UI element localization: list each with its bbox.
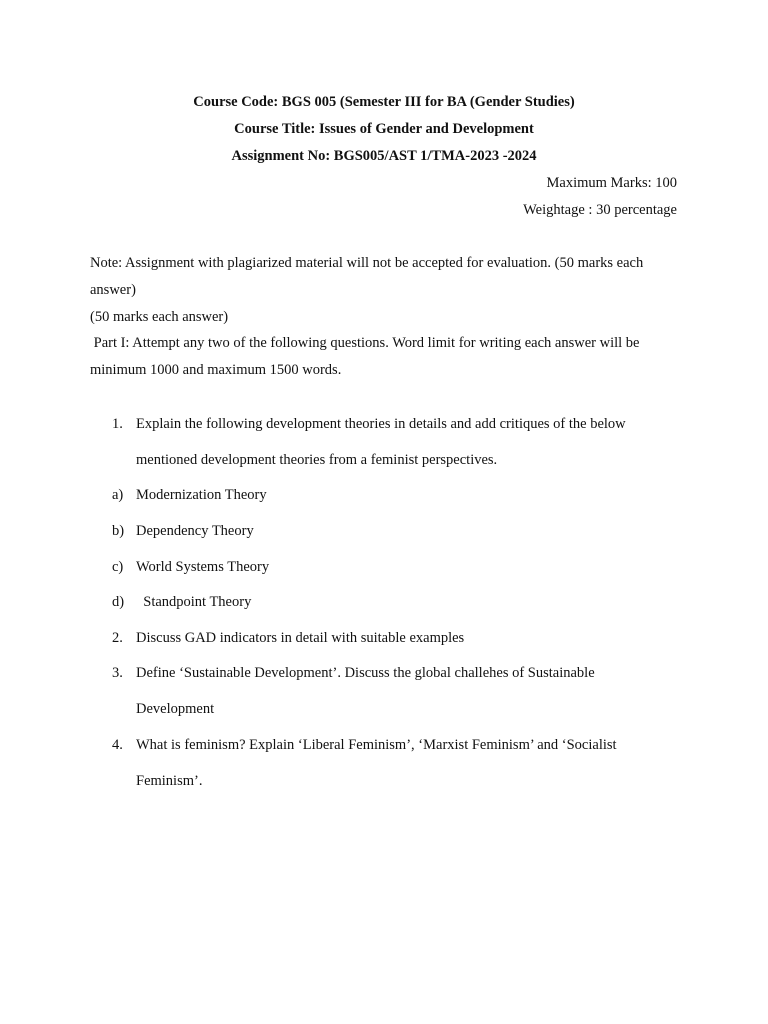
question-number: 4. [112,737,123,753]
course-title-heading: Course Title: Issues of Gender and Development [234,121,534,137]
sub-item-marker: d) [112,594,125,610]
question-text: Define ‘Sustainable Development’. Discuss the global challehes of Sustainable [136,665,595,681]
note-line-3: (50 marks each answer) [90,309,229,325]
question-number: 2. [112,630,123,646]
course-code-heading: Course Code: BGS 005 (Semester III for BA (Gender Studies) [193,94,575,110]
question-text: What is feminism? Explain ‘Liberal Feminism’, ‘Marxist Feminism’ and ‘Socialist [136,737,617,753]
sub-item-marker: b) [112,523,125,539]
question-number: 3. [112,665,123,681]
question-text-continued: Development [136,701,215,717]
question-text: Discuss GAD indicators in detail with suitable examples [136,630,465,646]
sub-item-text: Standpoint Theory [136,594,252,610]
question-text-continued: mentioned development theories from a feminist perspectives. [136,452,498,468]
question-text: Explain the following development theories in details and add critiques of the below [136,416,626,432]
weightage: Weightage : 30 percentage [523,202,677,218]
sub-item-text: World Systems Theory [136,559,270,575]
question-number: 1. [112,416,123,432]
assignment-number-heading: Assignment No: BGS005/AST 1/TMA-2023 -2024 [231,148,537,164]
sub-item-marker: a) [112,487,124,503]
sub-item-text: Dependency Theory [136,523,254,539]
part-instructions-line-2: minimum 1000 and maximum 1500 words. [90,362,342,378]
question-text-continued: Feminism’. [136,773,203,789]
maximum-marks: Maximum Marks: 100 [546,175,677,191]
note-line-1: Note: Assignment with plagiarized material will not be accepted for evaluation. (50 marks each [90,255,644,271]
sub-item-text: Modernization Theory [136,487,267,503]
sub-item-marker: c) [112,559,124,575]
part-instructions-line-1: Part I: Attempt any two of the following questions. Word limit for writing each answer will be [90,335,640,351]
note-line-2: answer) [90,282,136,298]
